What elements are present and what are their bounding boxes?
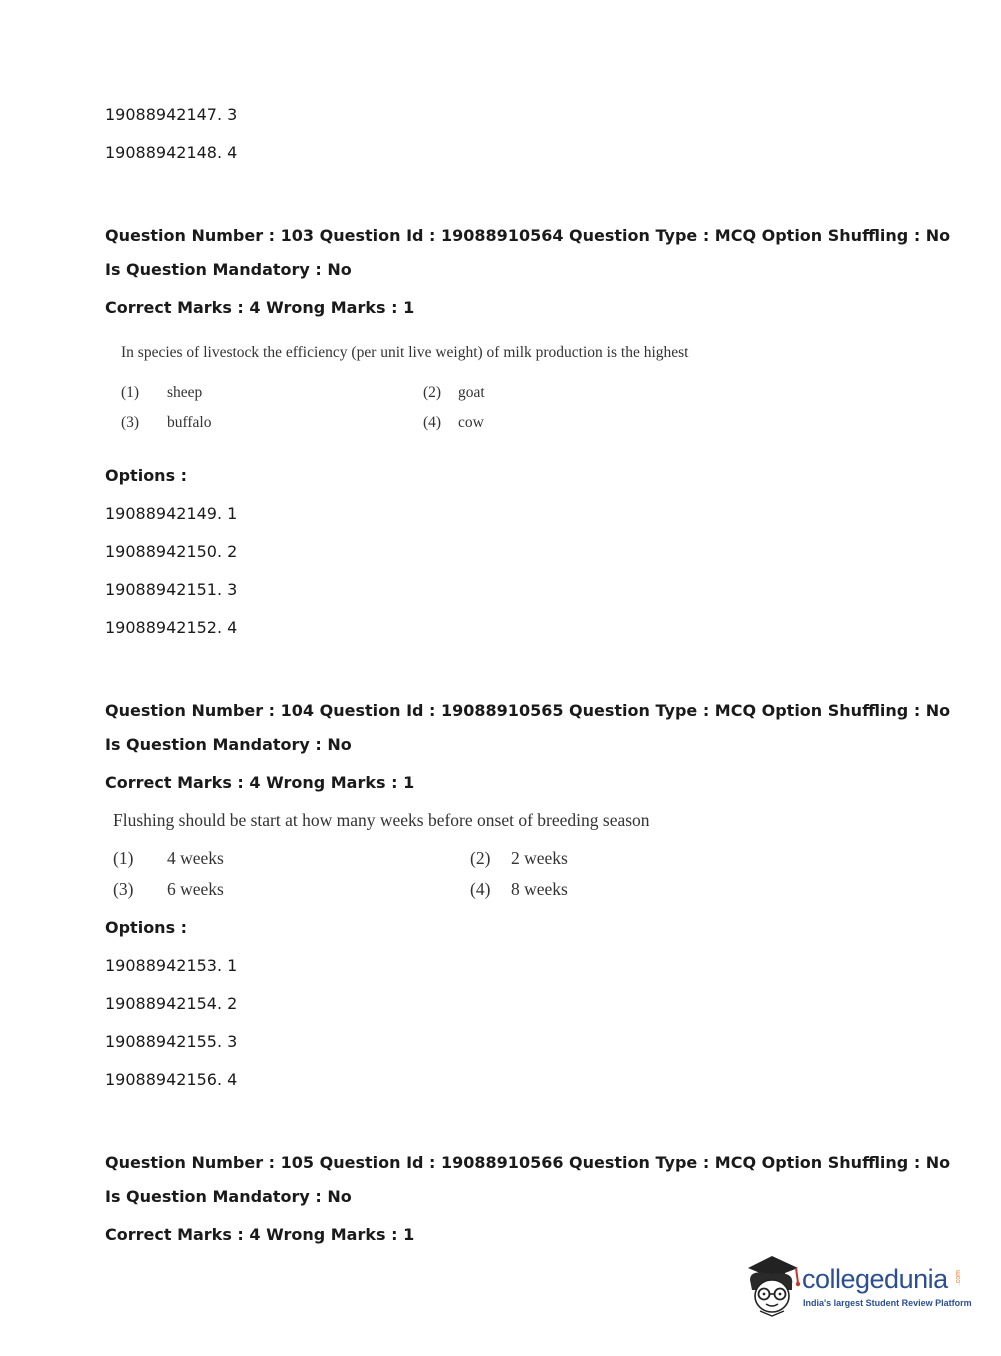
question-marks: Correct Marks : 4 Wrong Marks : 1 bbox=[105, 298, 415, 317]
choice-label: goat bbox=[458, 384, 485, 401]
choice-number: (3) bbox=[113, 879, 134, 899]
option-item: 19088942147. 3 bbox=[105, 105, 238, 124]
option-item: 19088942149. 1 bbox=[105, 504, 238, 523]
question-mandatory: Is Question Mandatory : No bbox=[105, 1187, 352, 1206]
choice-label: sheep bbox=[167, 384, 203, 401]
student-mascot-icon bbox=[742, 1250, 802, 1320]
logo-tagline: India's largest Student Review Platform bbox=[803, 1298, 972, 1308]
choice-label: 8 weeks bbox=[511, 879, 568, 899]
choice-number: (1) bbox=[121, 384, 140, 401]
option-item: 19088942151. 3 bbox=[105, 580, 238, 599]
question-marks: Correct Marks : 4 Wrong Marks : 1 bbox=[105, 773, 415, 792]
choice-number: (4) bbox=[470, 879, 491, 899]
choice-label: 2 weeks bbox=[511, 848, 568, 868]
question-mandatory: Is Question Mandatory : No bbox=[105, 735, 352, 754]
options-heading: Options : bbox=[105, 918, 188, 937]
question-mandatory: Is Question Mandatory : No bbox=[105, 260, 352, 279]
collegedunia-logo[interactable] bbox=[742, 1250, 972, 1320]
choice-label: cow bbox=[458, 414, 484, 431]
choice-number: (2) bbox=[470, 848, 491, 868]
question-text: In species of livestock the efficiency (per unit live weight) of milk production is the highest bbox=[121, 344, 689, 361]
logo-wordmark: collegedunia bbox=[802, 1264, 948, 1294]
logo-dotcom: .com bbox=[955, 1270, 962, 1286]
option-item: 19088942152. 4 bbox=[105, 618, 238, 637]
choice-label: buffalo bbox=[167, 414, 212, 431]
choice-label: 4 weeks bbox=[167, 848, 224, 868]
option-item: 19088942153. 1 bbox=[105, 956, 238, 975]
option-item: 19088942154. 2 bbox=[105, 994, 238, 1013]
choice-label: 6 weeks bbox=[167, 879, 224, 899]
choice-number: (3) bbox=[121, 414, 140, 431]
question-header: Question Number : 103 Question Id : 19088910564 Question Type : MCQ Option Shuffling : No bbox=[105, 226, 951, 245]
choice-number: (2) bbox=[423, 384, 442, 401]
question-marks: Correct Marks : 4 Wrong Marks : 1 bbox=[105, 1225, 415, 1244]
choice-number: (1) bbox=[113, 848, 134, 868]
option-item: 19088942156. 4 bbox=[105, 1070, 238, 1089]
question-header: Question Number : 104 Question Id : 19088910565 Question Type : MCQ Option Shuffling : No bbox=[105, 701, 951, 720]
option-item: 19088942150. 2 bbox=[105, 542, 238, 561]
choice-number: (4) bbox=[423, 414, 442, 431]
option-item: 19088942148. 4 bbox=[105, 143, 238, 162]
question-header: Question Number : 105 Question Id : 19088910566 Question Type : MCQ Option Shuffling : No bbox=[105, 1153, 951, 1172]
options-heading: Options : bbox=[105, 466, 188, 485]
question-text: Flushing should be start at how many weeks before onset of breeding season bbox=[113, 810, 650, 830]
option-item: 19088942155. 3 bbox=[105, 1032, 238, 1051]
